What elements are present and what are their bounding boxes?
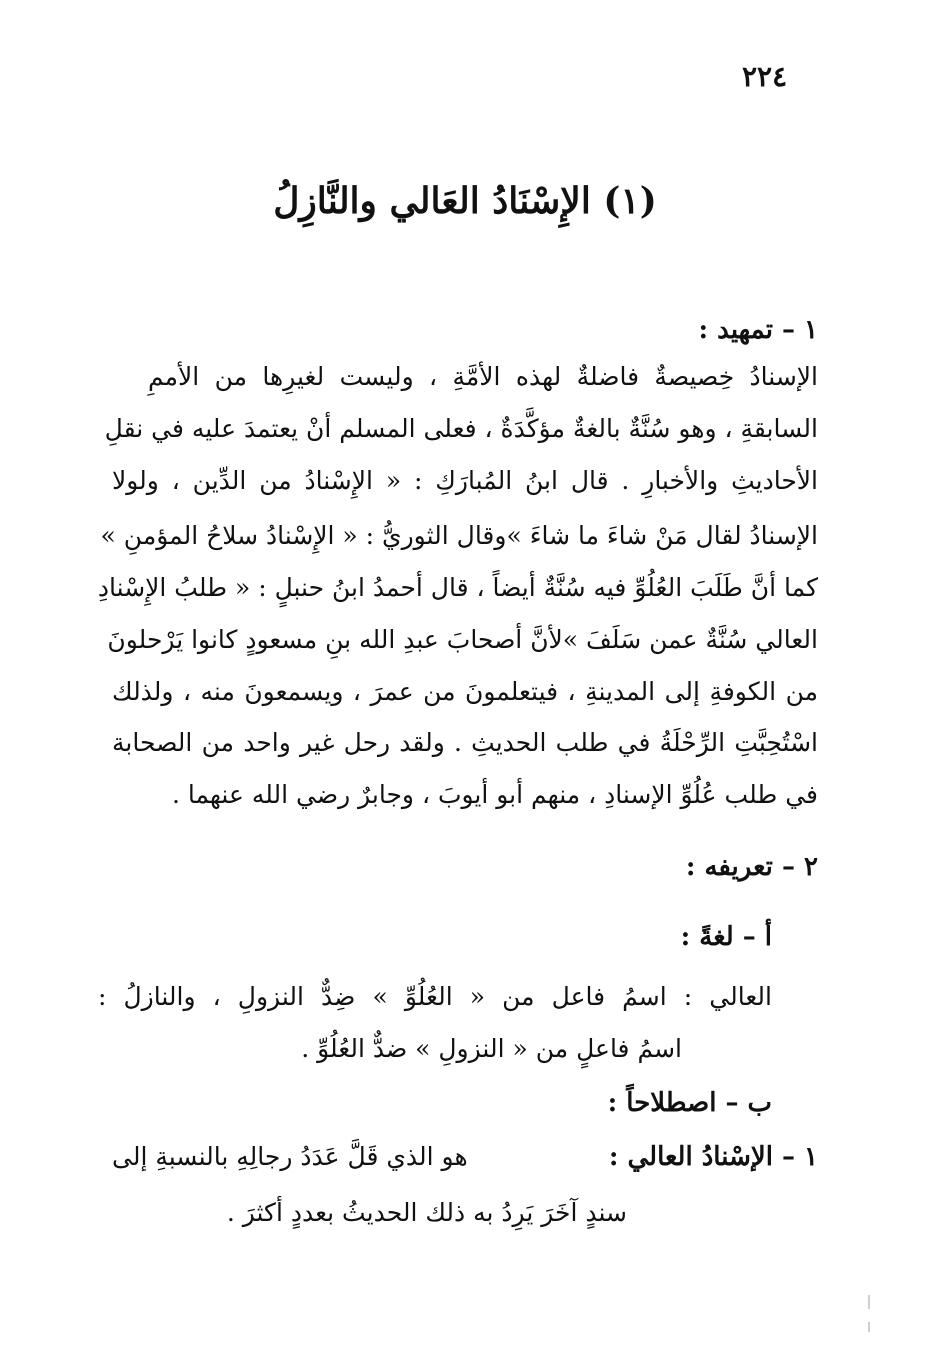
- definition-line: اسمُ فاعلٍ من « النزولِ » ضدٌّ العُلُوِّ .: [301, 1034, 682, 1063]
- paragraph-line: الإسنادُ خِصيصةٌ فاضلةٌ لهذه الأمَّةِ ، وليست لغيرِها من الأممِ: [148, 362, 818, 391]
- paragraph-line: من الكوفةِ إلى المدينةِ ، فيتعلمونَ من عمرَ ، ويسمعونَ منه ، ولذلك: [112, 677, 818, 706]
- page-number: ٢٢٤: [742, 60, 788, 93]
- paragraph-line: العالي سُنَّةٌ عمن سَلَفَ »لأنَّ أصحابَ عبدِ الله بنِ مسعودٍ كانوا يَرْحلونَ: [107, 625, 818, 654]
- subheading-lugha: أ – لغةً :: [680, 922, 772, 952]
- section-heading-tareef: ٢ – تعريفه :: [685, 852, 818, 882]
- paragraph-line: كما أنَّ طَلَبَ العُلُوِّ فيه سُنَّةٌ أيضاً ، قال أحمدُ ابنُ حنبلٍ : « طلبُ الإِسْنادِ: [97, 573, 818, 602]
- page-edge-mark: [868, 1295, 870, 1309]
- term-definition-text: هو الذي قَلَّ عَدَدُ رجالِهِ بالنسبةِ إلى: [112, 1142, 468, 1171]
- term-label: ١ – الإسْنادُ العالي :: [608, 1142, 818, 1172]
- subheading-istilah: ب – اصطلاحاً :: [607, 1088, 772, 1118]
- term-definition-line: سندٍ آخَرَ يَرِدُ به ذلك الحديثُ بعددٍ أكثرَ .: [226, 1198, 627, 1227]
- term-definition-line: [112, 1142, 818, 1172]
- page-edge-mark: [868, 1322, 870, 1332]
- section-heading-tamheed: ١ – تمهيد :: [698, 315, 818, 345]
- paragraph-line: الأحاديثِ والأخبارِ . قال ابنُ المُبارَكِ : « الإِسْنادُ من الدِّين ، ولولا: [112, 466, 818, 495]
- paragraph-line: الإسنادُ لقال مَنْ شاءَ ما شاءَ »وقال الثوريُّ : « الإِسْنادُ سلاحُ المؤمنِ »: [100, 521, 818, 550]
- definition-line: العالي : اسمُ فاعل من « العُلُوِّ » ضِدٌّ النزولِ ، والنازلُ :: [98, 982, 772, 1011]
- paragraph-line: السابقةِ ، وهو سُنَّةٌ بالغةٌ مؤكَّدَةٌ ، فعلى المسلم أنْ يعتمدَ عليه في نقلِ: [104, 414, 818, 443]
- chapter-title: (١) الإِسْنَادُ العَالي والنَّازِلُ: [273, 180, 657, 222]
- paragraph-line: اسْتُحِبَّتِ الرِّحْلَةُ في طلب الحديثِ . ولقد رحل غير واحد من الصحابة: [112, 728, 818, 757]
- paragraph-line: في طلب عُلُوِّ الإسنادِ ، منهم أبو أيوبَ ، وجابرٌ رضي الله عنهما .: [171, 780, 818, 809]
